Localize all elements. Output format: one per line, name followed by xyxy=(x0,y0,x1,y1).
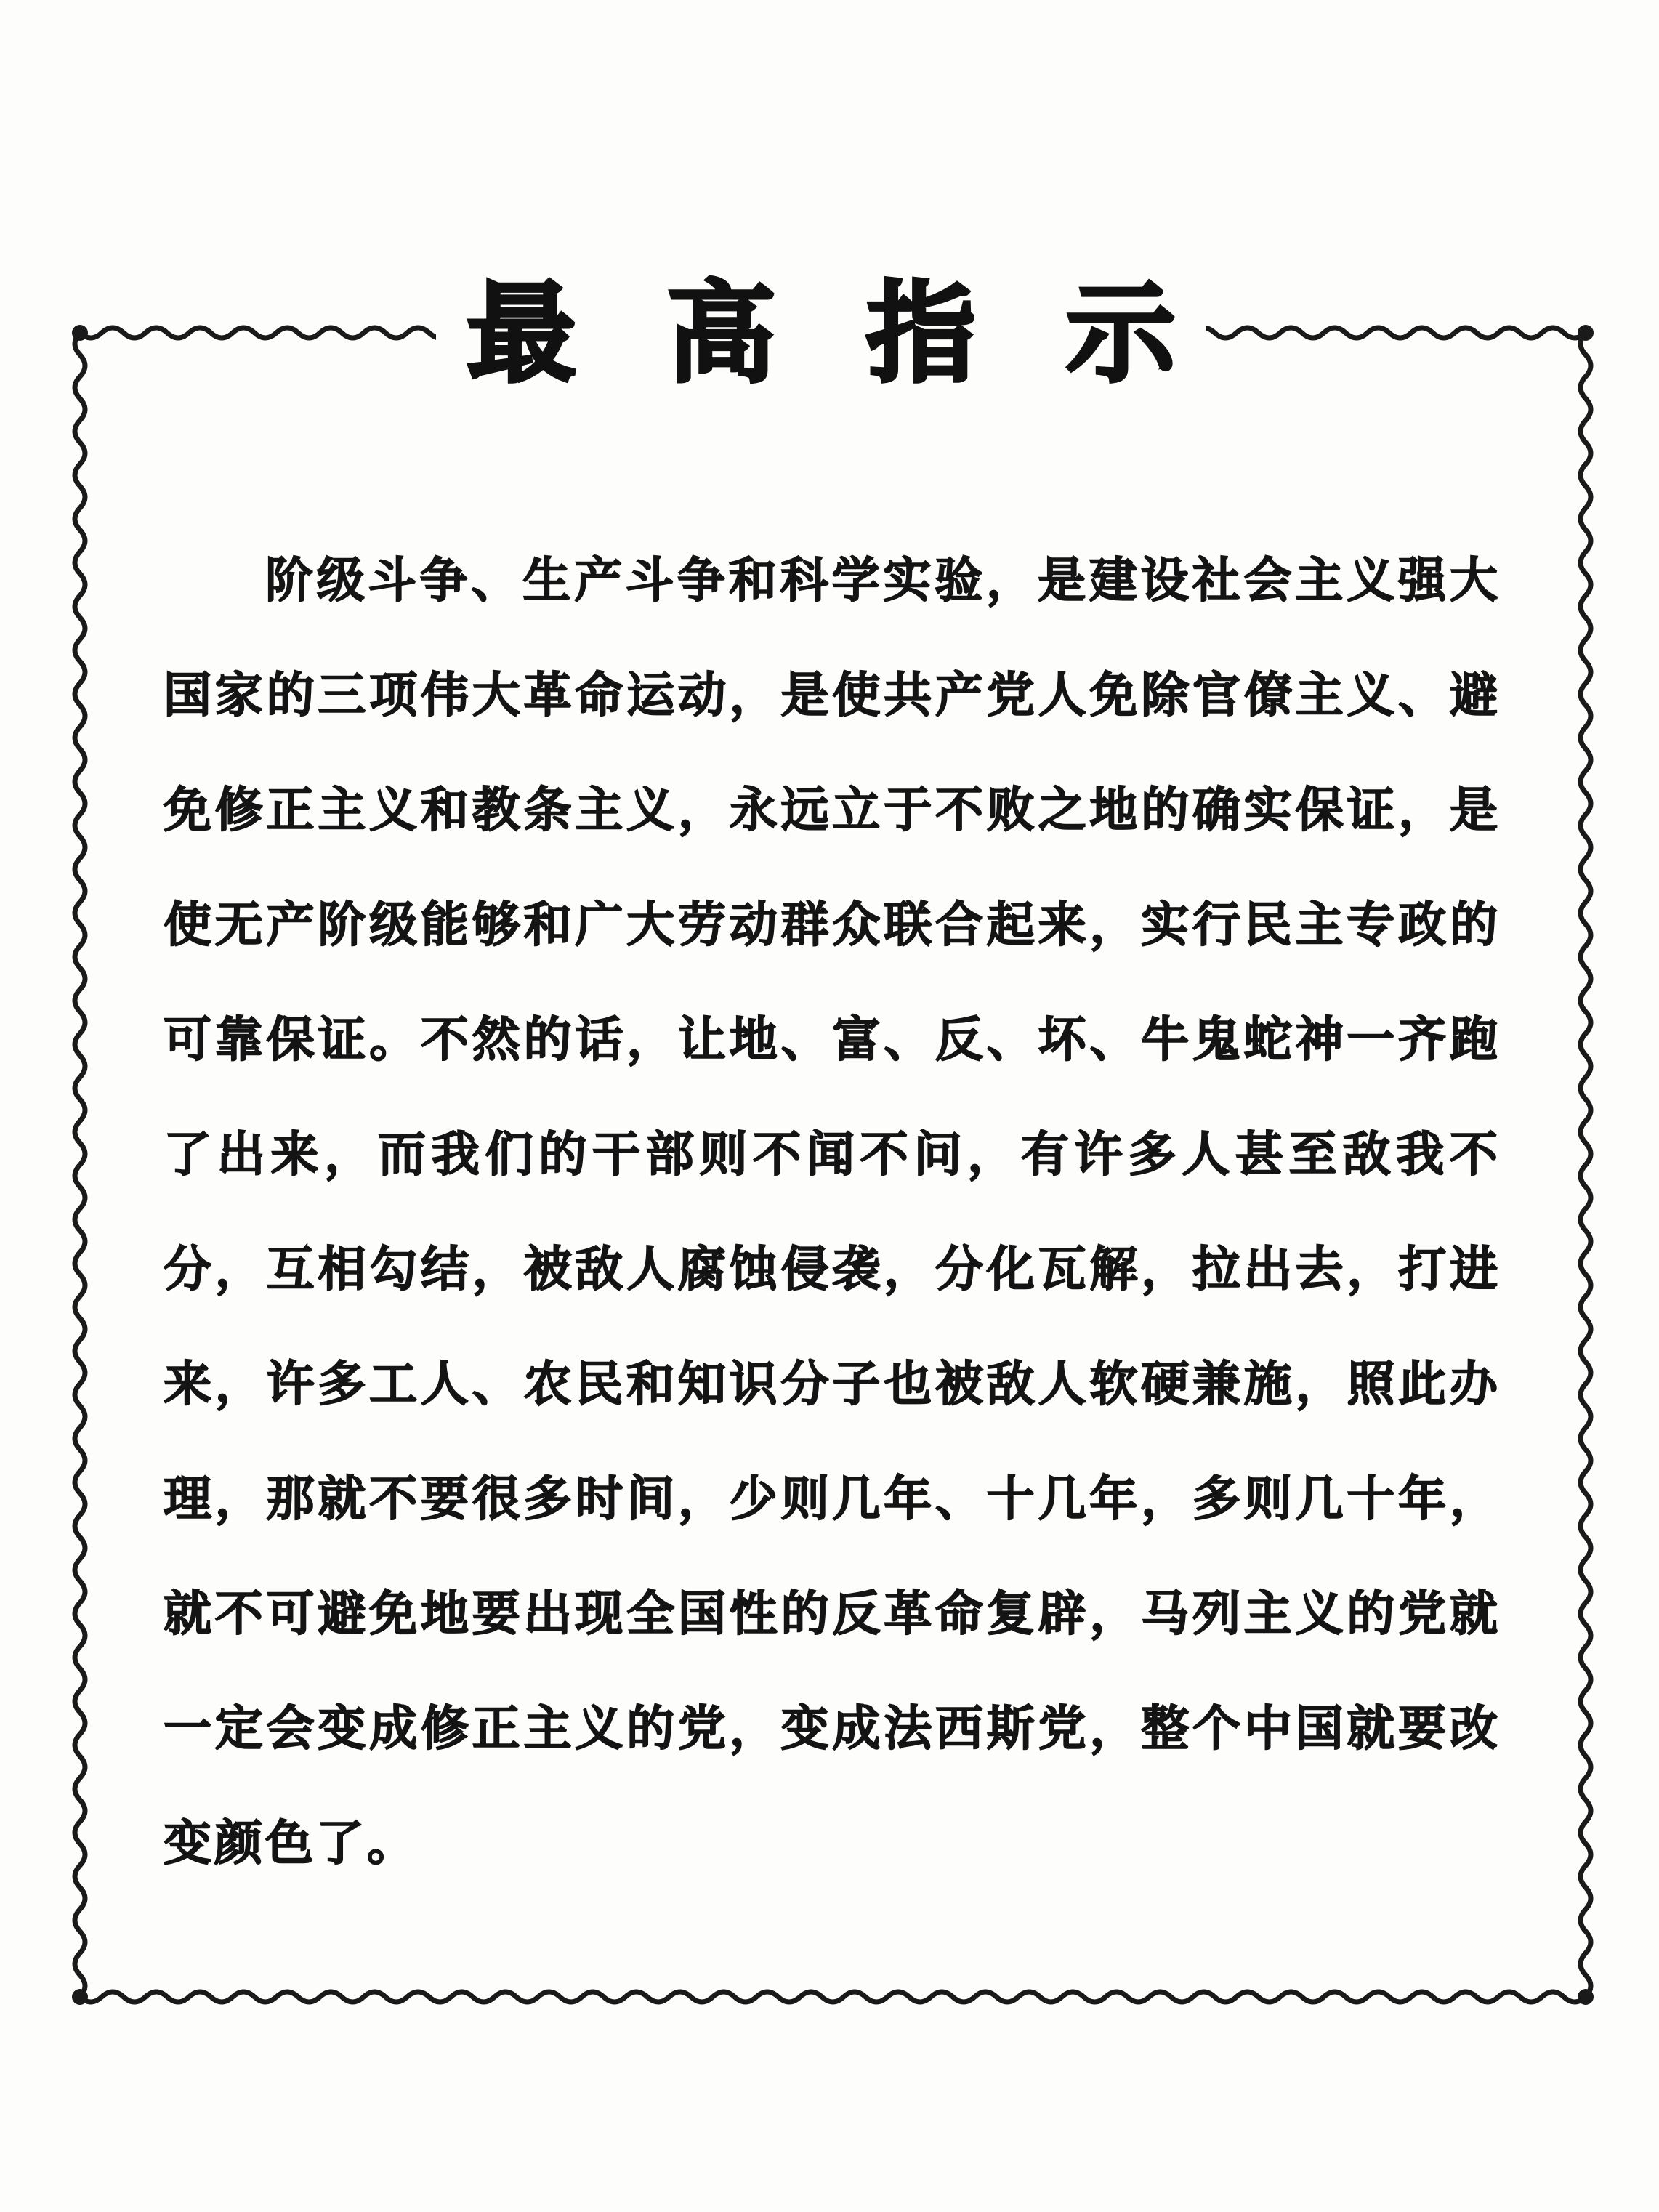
page-title: 最高指示 xyxy=(467,271,1267,397)
border-line xyxy=(80,1992,1586,2002)
title-band xyxy=(436,269,1267,400)
border-corner-knot xyxy=(72,325,88,341)
border-corner-knot xyxy=(1578,325,1594,341)
border-line xyxy=(75,333,85,1997)
border-corner-knot xyxy=(1578,1989,1594,2005)
border-corner-knot xyxy=(72,1989,88,2005)
border-line xyxy=(1581,333,1591,1997)
directive-body-text: 阶级斗争、生产斗争和科学实验，是建设社会主义强大国家的三项伟大革命运动，是使共产党人免除官僚主义、避免修正主义和教条主义，永远立于不败之地的确实保证，是使无产阶级能够和广大劳动群众联合起来，实行民主专政的可靠保证。不然的话，让地、富、反、坏、牛鬼蛇神一齐跑了出来，而我们的干部则不闻不问，有许多人甚至敌我不分，互相勾结，被敌人腐蚀侵袭，分化瓦解，拉出去，打进来，许多工人、农民和知识分子也被敌人软硬兼施，照此办理，那就不要很多时间，少则几年、十几年，多则几十年，就不可避免地要出现全国性的反革命复辟，马列主义的党就一定会变成修正主义的党，变成法西斯党，整个中国就要改变颜色了。 xyxy=(164,552,1501,1871)
